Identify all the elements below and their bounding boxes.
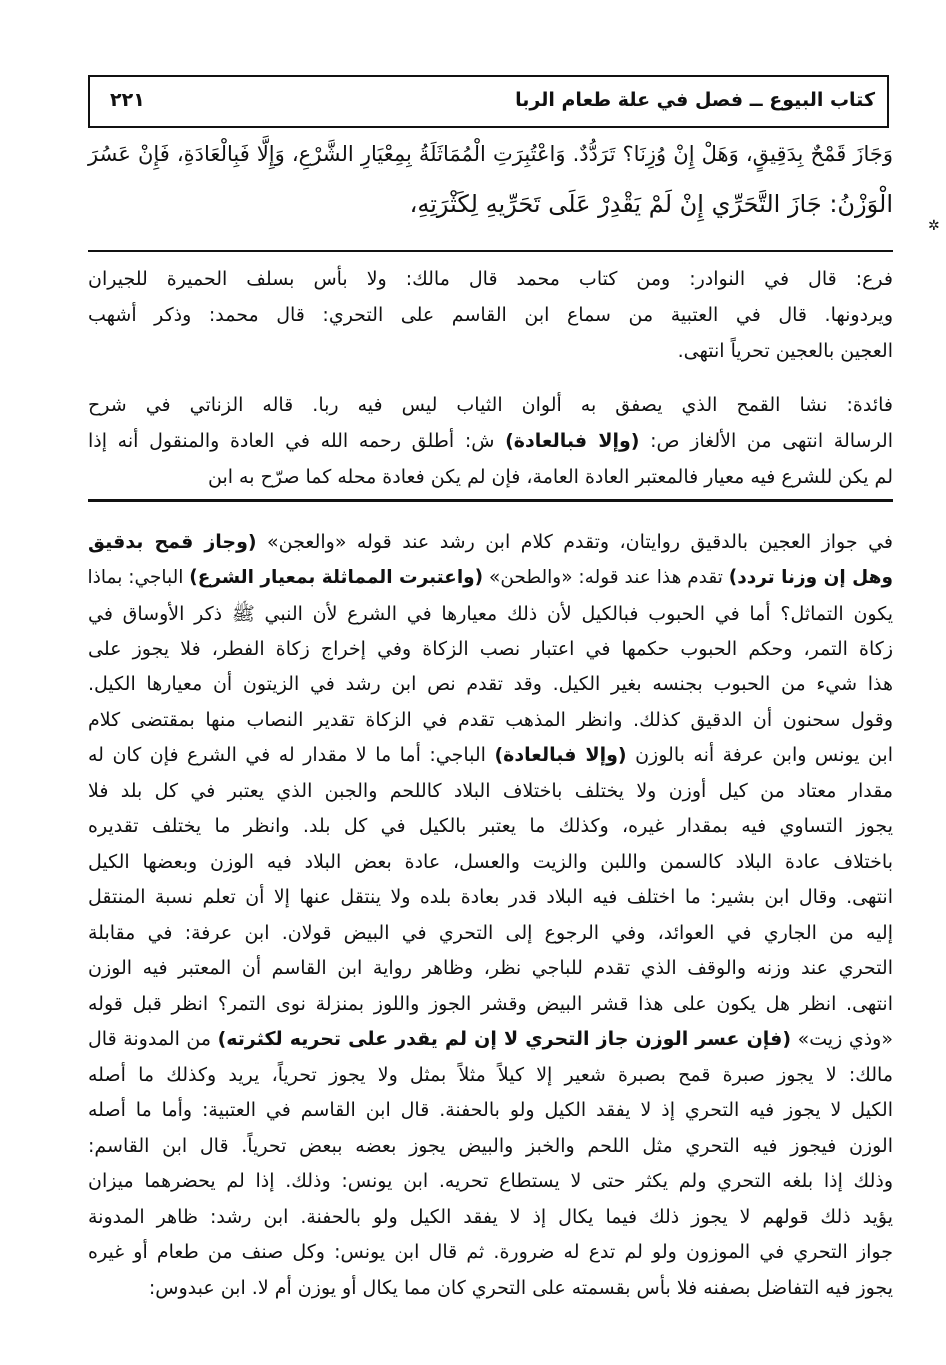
text-segment: انتهى. انظر هل يكون على هذا قشر البيض وقشر الجوز واللوز بمنزلة نوى التمر؟ انظر قبل قوله bbox=[88, 992, 893, 1015]
text-line bbox=[88, 638, 893, 660]
page-number: ٢٢١ bbox=[110, 89, 145, 111]
text-segment: وقول سحنون أن الدقيق كذلك. وانظر المذهب تقدم في الزكاة تقدير النصاب منها بمقتضى كلام bbox=[88, 708, 893, 731]
text-segment: الباجي: بماذا bbox=[87, 566, 190, 588]
text-segment: ويردونها. قال في العتبية من سماع ابن القاسم على التحري: قال محمد: وذكر أشهب bbox=[88, 304, 893, 326]
text-line bbox=[88, 1099, 893, 1121]
text-line bbox=[88, 304, 893, 326]
text-line bbox=[88, 673, 893, 695]
text-line bbox=[88, 466, 893, 488]
text-segment: يكون التماثل؟ أما في الحبوب فبالكيل لأن ذلك معيارها في الشرع لأن النبي ﷺ ذكر الأوساق في bbox=[88, 603, 893, 625]
quoted-matn-bold: (وجاز قمح بدقيق bbox=[88, 531, 257, 553]
text-segment: وَجَازَ قَمْحٌ بِدَقِيقٍ، وَهَلْ إِنْ وُزِنَا؟ تَرَدُّدٌ. وَاعْتُبِرَتِ الْمُمَاثَلَةُ بِمِعْيَارِ الشَّرْعِ، وَإِلَّا فَبِالْعَادَةِ، فَإِنْ عَسُرَ bbox=[88, 142, 893, 166]
text-segment: «وذي زيت» bbox=[791, 1028, 893, 1050]
running-header bbox=[88, 75, 889, 128]
text-line bbox=[88, 1028, 893, 1050]
text-segment: من المدونة قال bbox=[88, 1028, 218, 1050]
quoted-matn-bold: (فإن عسر الوزن جاز التحري لا إن لم يقدر على تحريه لكثرته) bbox=[217, 1028, 792, 1050]
margin-mark: ✲ bbox=[928, 218, 940, 234]
text-segment: الوزن فيجوز فيه التحري مثل اللحم والخبز والبيض يجوز بعضه ببعض تحرياً. قال ابن القاسم: bbox=[88, 1134, 893, 1157]
text-line bbox=[88, 531, 893, 553]
text-segment: فائدة: نشا القمح الذي يصفق به ألوان الثياب ليس فيه ربا. قاله الزناتي في شرح bbox=[88, 394, 893, 416]
text-segment: هذا شيء من الحبوب بجنسه بغير الكيل. وقد تقدم نص ابن رشد في الزيتون أن معيارها الكيل. bbox=[88, 673, 893, 695]
text-segment: انتهى. وقال ابن بشير: ما اختلف فيه البلاد قدر بعادة بلده ولا ينتقل عنها إلا أن تعلم نسبة المنتقل bbox=[88, 886, 893, 908]
text-segment: يجوز فيه التفاضل بصفنه فلا بأس بقسمته على التحري كان مما يكال أو يوزن أم لا. ابن عبدوس: bbox=[148, 1276, 893, 1299]
text-segment: لم يكن للشرع فيه معيار فالمعتبر العادة العامة، فإن لم يكن فعادة محله كما صرّح به ابن bbox=[207, 466, 893, 488]
text-segment: تقدم هذا عند قوله: «والطحن» bbox=[483, 566, 729, 588]
quoted-matn-bold: (واعتبرت المماثلة بمعيار الشرع) bbox=[189, 566, 484, 588]
text-segment: الرسالة انتهى من الألغاز ص: bbox=[639, 430, 893, 452]
text-line bbox=[88, 815, 893, 837]
text-line bbox=[88, 851, 893, 873]
text-segment: يجوز التساوي فيه بمقدار غيره، وكذلك ما يعتبر بالكيل في كل بلد. وانظر ما يختلف تقديره bbox=[88, 815, 893, 837]
text-segment: العجين بالعجين تحرياً انتهى. bbox=[677, 340, 893, 362]
text-segment: إليه من الجاري في العوائد، وفي الرجوع إلى التحري في البيض قولان. ابن عرفة: في مقابلة bbox=[88, 921, 893, 944]
text-segment: يؤيد ذلك قولهم لا يجوز ذلك فيما يكال إذ لا يفقد الكيل ولو بالحفنة. ابن رشد: ظاهر المدونة bbox=[88, 1205, 893, 1228]
text-line bbox=[88, 142, 893, 166]
text-line bbox=[88, 1064, 893, 1086]
text-segment: باختلاف عادة البلاد كالسمن واللبن والزيت والعسل، عادة بعض البلاد فيه الوزن وبعضها الكيل bbox=[88, 850, 893, 873]
text-segment: مالك: لا يجوز صبرة قمح بصبرة شعير إلا كيلاً مثلاً بمثل ولا يجوز تحرياً، يريد وكذلك ما أصله bbox=[88, 1063, 893, 1086]
text-segment: ش: أطلق رحمه الله في العادة والمنقول أنه إذا bbox=[88, 430, 506, 452]
text-segment: في جواز العجين بالدقيق روايتان، وتقدم كلام ابن رشد عند قوله «والعجن» bbox=[256, 531, 893, 553]
text-segment: فرع: قال في النوادر: ومن كتاب محمد قال مالك: ولا بأس بسلف الحميرة للجيران bbox=[88, 268, 893, 290]
divider-rule-thick bbox=[88, 499, 893, 502]
text-line bbox=[88, 340, 893, 362]
quoted-matn-bold: (وإلا فبالعادة) bbox=[494, 744, 627, 766]
text-segment: الكيل لا يجوز فيه التحري إذ لا يفقد الكيل ولو بالحفنة. قال ابن القاسم في العتبية: وأما ما أصله bbox=[88, 1099, 893, 1121]
text-line bbox=[88, 268, 923, 290]
text-line bbox=[88, 957, 893, 979]
text-line bbox=[88, 1135, 893, 1157]
text-line bbox=[88, 567, 893, 588]
text-line bbox=[88, 1241, 893, 1263]
text-segment: ابن يونس وابن عرفة أنه بالوزن bbox=[626, 744, 894, 766]
quoted-matn-bold: (وإلا فبالعادة) bbox=[505, 430, 640, 452]
text-line bbox=[88, 922, 893, 944]
text-line bbox=[88, 394, 923, 416]
quoted-matn-bold: وهل إن وزنا تردد) bbox=[728, 566, 893, 588]
text-segment: وذلك إذا بلغه التحري ولم يكثر حتى لا يستطاع تحريه. ابن يونس: وذلك. إذا لم يحضرهما ميزان bbox=[88, 1170, 893, 1192]
text-segment: جواز التحري في الموزون ولو لم تدع له ضرورة. ثم قال ابن يونس: وكل صنف من طعام أو غيره bbox=[88, 1241, 893, 1263]
text-line bbox=[88, 602, 893, 630]
text-line bbox=[88, 1206, 893, 1228]
text-line bbox=[88, 780, 893, 802]
text-segment: مقدار معتاد من كيل أوزن ولا يختلف باختلاف البلاد كاللحم والجبن الذي يعتبر في كل بلد فلا bbox=[88, 779, 893, 802]
text-line bbox=[88, 1277, 893, 1299]
divider-rule bbox=[88, 250, 893, 252]
text-line bbox=[88, 709, 893, 731]
text-line bbox=[88, 744, 893, 766]
text-line bbox=[88, 1170, 893, 1192]
text-line bbox=[88, 886, 893, 908]
text-segment: الْوَزْنُ: جَازَ التَّحَرِّي إِنْ لَمْ يَقْدِرْ عَلَى تَحَرِّيهِ لِكَثْرَتِهِ، bbox=[409, 190, 893, 218]
text-segment: الباجي: أما ما لا مقدار له في الشرع فإن كان له bbox=[88, 744, 495, 766]
text-line bbox=[88, 190, 893, 218]
running-header-title: كتاب البيوع ــ فصل في علة طعام الربا bbox=[515, 89, 875, 111]
text-segment: زكاة التمر، وحكم الحبوب حكمها في اعتبار نصب الزكاة وفي إخراج زكاة الفطر، فلا يجوز على bbox=[88, 637, 893, 660]
text-segment: التحري عند وزنه والوقف الذي تقدم للباجي نظر، وظاهر رواية ابن القاسم أن المعتبر فيه الوزن bbox=[88, 957, 893, 979]
text-line bbox=[88, 993, 893, 1015]
text-line bbox=[88, 430, 893, 452]
